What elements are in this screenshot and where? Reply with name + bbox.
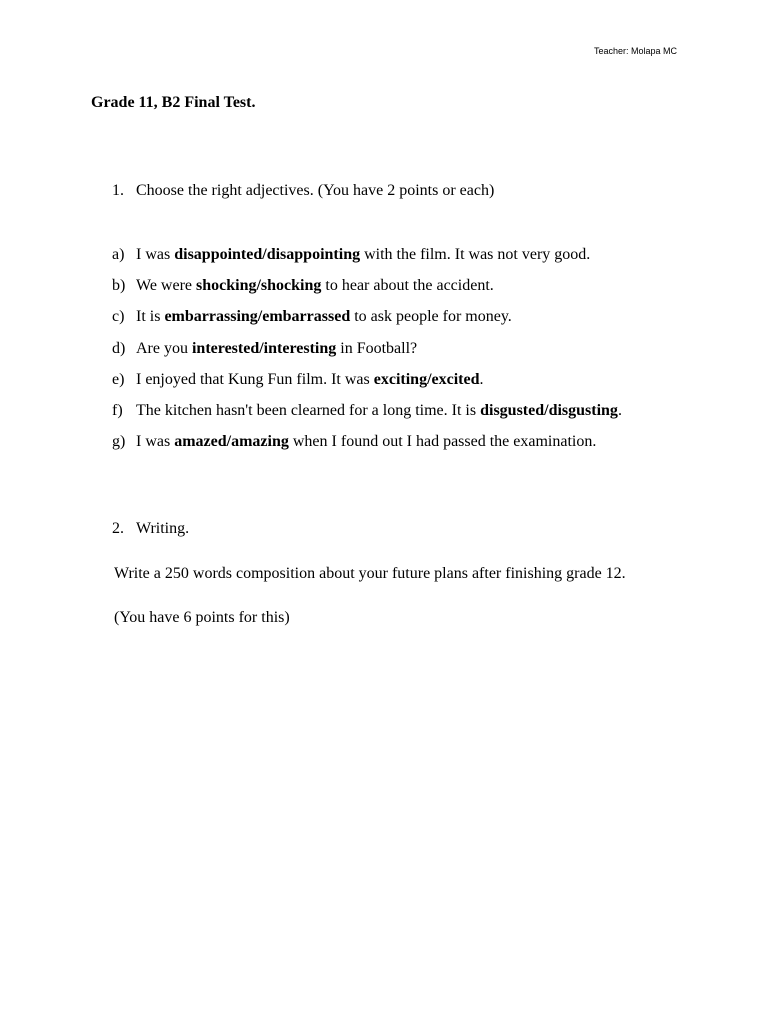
item-text-after: with the film. It was not very good. xyxy=(360,246,591,263)
question-1-text: Choose the right adjectives. (You have 2 points or each) xyxy=(136,182,495,199)
item-text-before: The kitchen hasn't been clearned for a long time. It is xyxy=(136,401,481,419)
item-text-after: to hear about the accident. xyxy=(321,277,494,295)
item-letter: e) xyxy=(112,370,125,388)
item-choice: embarrassing/embarrassed xyxy=(164,308,351,326)
item-choice: disgusted/disgusting xyxy=(480,401,618,419)
writing-points: (You have 6 points for this) xyxy=(114,609,290,626)
item-text xyxy=(136,370,484,401)
question-2-text: Writing. xyxy=(136,520,190,537)
item-text-after: . xyxy=(479,370,484,388)
item-text xyxy=(136,307,512,338)
list-item xyxy=(112,245,622,276)
item-text-before: I was xyxy=(136,433,175,451)
item-letter: f) xyxy=(112,401,123,419)
item-text-before: Are you xyxy=(136,339,192,357)
adjective-items-list xyxy=(112,245,622,463)
writing-instruction: Write a 250 words composition about your future plans after finishing grade 12. xyxy=(114,565,626,582)
question-2-heading xyxy=(112,520,189,538)
list-item xyxy=(112,339,622,370)
item-choice: disappointed/disappointing xyxy=(174,246,361,263)
list-item xyxy=(112,276,622,307)
item-choice: exciting/excited xyxy=(373,370,480,388)
question-1-heading xyxy=(112,182,494,200)
item-choice: amazed/amazing xyxy=(174,433,289,451)
item-letter: b) xyxy=(112,277,126,295)
document-title: Grade 11, B2 Final Test. xyxy=(91,94,256,111)
item-text xyxy=(136,432,596,463)
item-letter: c) xyxy=(112,308,125,326)
item-text xyxy=(136,245,590,276)
item-text-before: We were xyxy=(136,277,197,295)
item-letter: g) xyxy=(112,433,126,451)
item-choice: interested/interesting xyxy=(191,339,337,357)
item-text-before: I enjoyed that Kung Fun film. It was xyxy=(136,370,374,388)
item-text-before: I was xyxy=(136,246,175,263)
teacher-name: Teacher: Molapa MC xyxy=(593,46,677,56)
item-letter: d) xyxy=(112,339,126,357)
item-text-after: in Football? xyxy=(336,339,418,357)
list-item xyxy=(112,432,622,463)
item-choice: shocking/shocking xyxy=(196,277,322,295)
item-letter: a) xyxy=(112,246,125,263)
item-text-after: . xyxy=(617,401,622,419)
item-text xyxy=(136,401,622,432)
item-text xyxy=(136,276,494,307)
list-item xyxy=(112,401,622,432)
question-2-number: 2. xyxy=(112,520,124,537)
item-text xyxy=(136,339,417,370)
item-text-after: when I found out I had passed the examination. xyxy=(288,433,597,451)
list-item xyxy=(112,307,622,338)
item-text-before: It is xyxy=(136,308,165,326)
question-1-number: 1. xyxy=(112,182,124,199)
list-item xyxy=(112,370,622,401)
item-text-after: to ask people for money. xyxy=(350,308,512,326)
